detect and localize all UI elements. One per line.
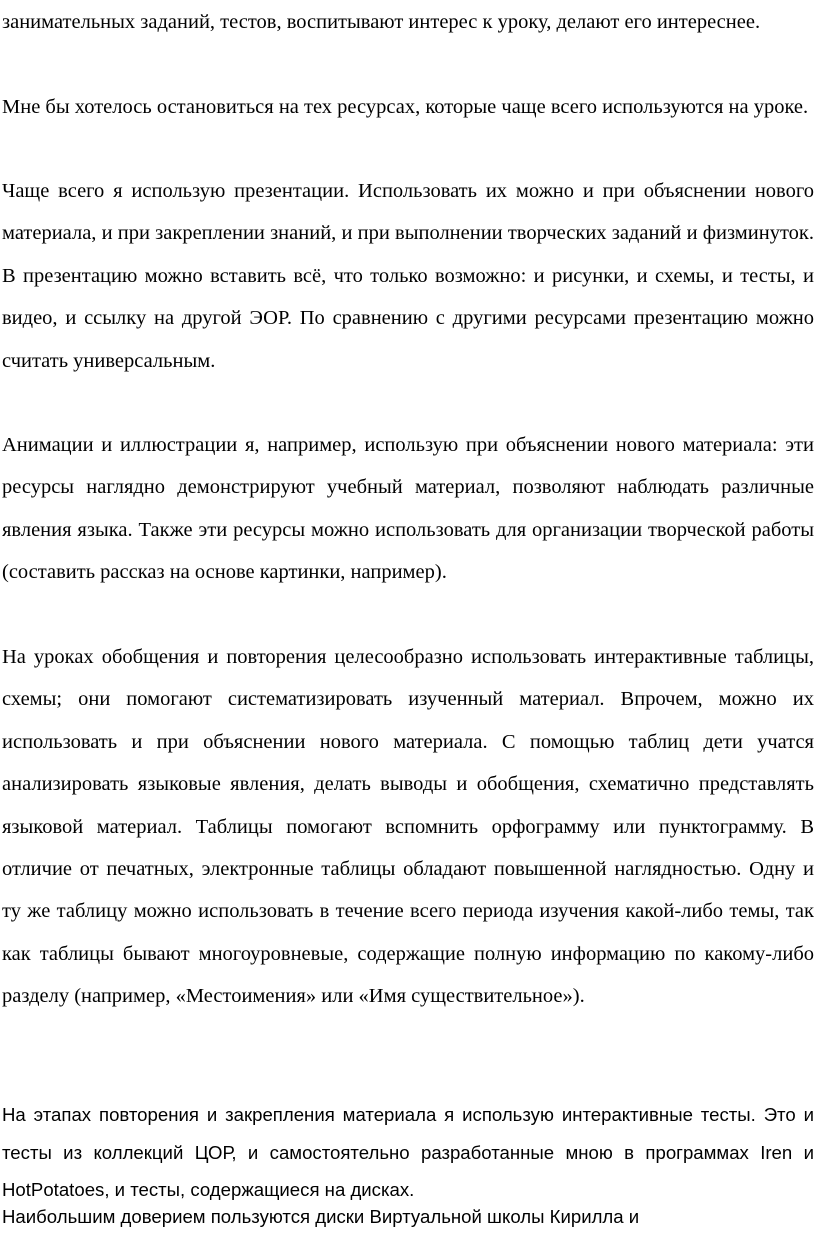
paragraph-intro-continuation: занимательных заданий, тестов, воспитывают интерес к уроку, делают его интереснее. [2, 11, 761, 33]
paragraph-interactive-tests: На этапах повторения и закрепления материала я использую интерактивные тесты. Это и тесты из коллекций ЦОР, и самостоятельно разработанные мною в программах Iren и HotPotatoes, и тесты, содержащиеся на дисках. [2, 1104, 814, 1200]
paragraph-presentations: Чаще всего я использую презентации. Использовать их можно и при объяснении нового материала, и при закреплении знаний, и при выполнении творческих заданий и физминуток. В презентацию можно вставить всё, что только возможно: и рисунки, и схемы, и тесты, и видео, и ссылку на другой ЭОР. По сравнению с другими ресурсами презентацию можно считать универсальным. [2, 180, 814, 372]
paragraph-animations: Анимации и иллюстрации я, например, использую при объяснении нового материала: эти ресурсы наглядно демонстрируют учебный материал, позволяют наблюдать различные явления языка. Также эти ресурсы можно использовать для организации творческой работы (составить рассказ на основе картинки, например). [2, 434, 814, 584]
paragraph-discs: Наибольшим доверием пользуются диски Виртуальной школы Кирилла и [2, 1206, 640, 1227]
paragraph-resources-intro: Мне бы хотелось остановиться на тех ресурсах, которые чаще всего используются на уроке. [2, 96, 809, 118]
paragraph-interactive-tables: На уроках обобщения и повторения целесообразно использовать интерактивные таблицы, схемы; они помогают систематизировать изученный материал. Впрочем, можно их использовать и при объяснении нового материала. С помощью таблиц дети учатся анализировать языковые явления, делать выводы и обобщения, схематично представлять языковой материал. Таблицы помогают вспомнить орфограмму или пунктограмму. В отличие от печатных, электронные таблицы обладают повышенной наглядностью. Одну и ту же таблицу можно использовать в течение всего периода изучения какой-либо темы, так как таблицы бывают многоуровневые, содержащие полную информацию по какому-либо разделу (например, «Местоимения» или «Имя существительное»). [2, 646, 814, 1008]
